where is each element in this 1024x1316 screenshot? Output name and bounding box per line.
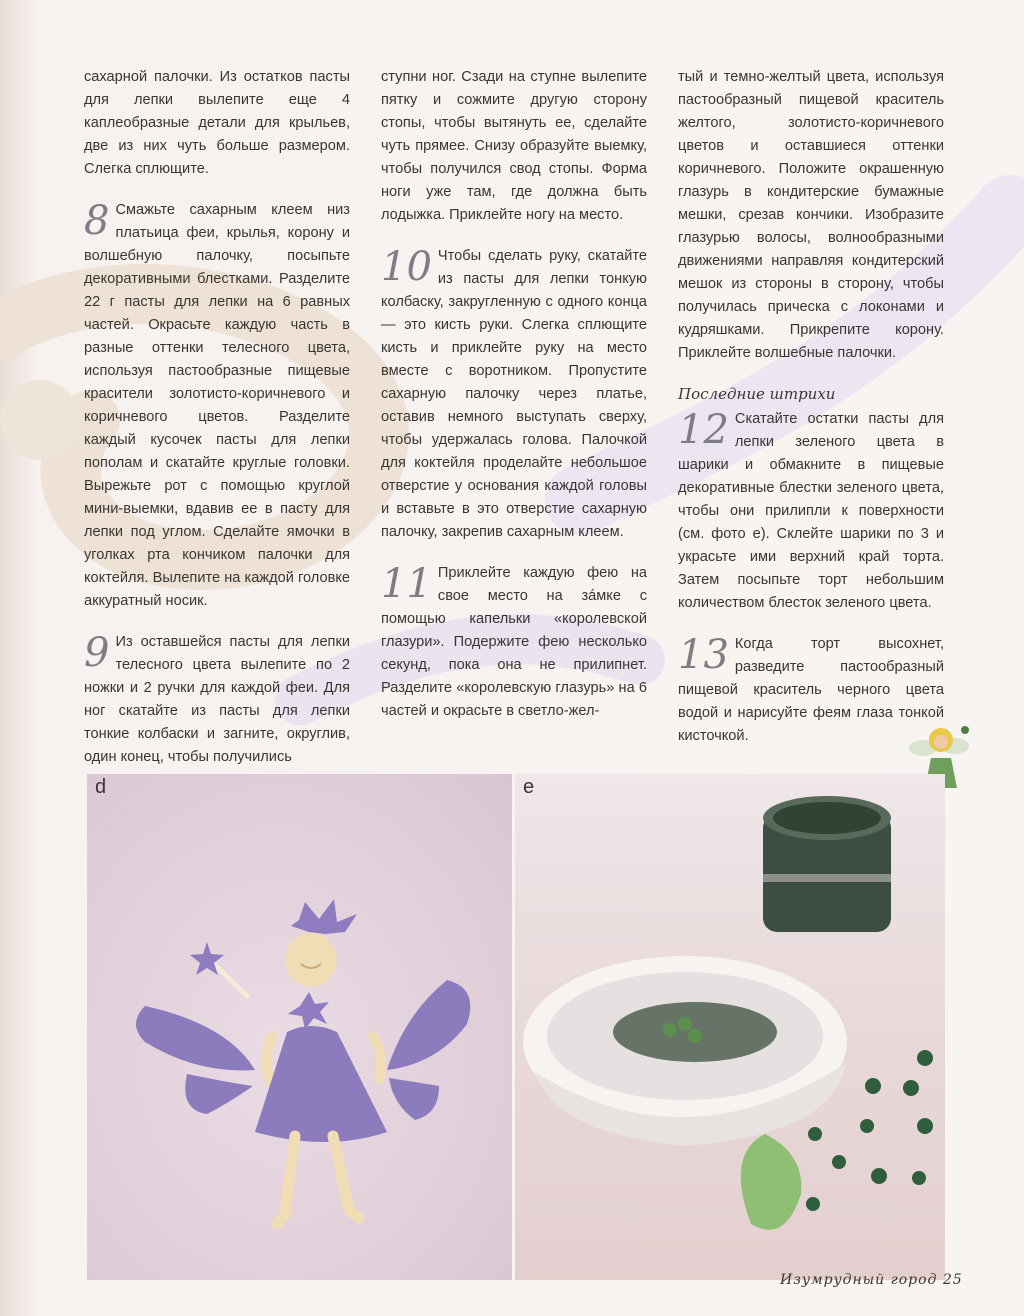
wing-right-top bbox=[387, 980, 470, 1070]
text-column-3 bbox=[678, 66, 944, 766]
step-number-12: 12 bbox=[678, 407, 729, 453]
fairy-head bbox=[285, 933, 337, 987]
text-column-1 bbox=[84, 66, 350, 787]
fairy-collar bbox=[288, 992, 329, 1029]
page-footer: Изумрудный город 25 bbox=[780, 1272, 963, 1288]
glitter-dish-illustration bbox=[515, 774, 945, 1280]
step-9 bbox=[84, 631, 350, 769]
step-number-10: 10 bbox=[381, 244, 432, 290]
glitter-jar bbox=[763, 796, 891, 932]
fairy-arm-right bbox=[373, 1036, 381, 1079]
step-number-8: 8 bbox=[84, 198, 110, 244]
fairy-leg-right bbox=[333, 1136, 359, 1218]
photo-d-label: d bbox=[95, 776, 107, 798]
text-column-2 bbox=[381, 66, 647, 741]
paragraph-intro-3: тый и темно-желтый цвета, используя пастообразный пищевой краситель желтого, золотисто-коричневого цветов и оставшиеся оттенки коричневого. Положите окрашенную глазурь в кондитерские бумажные мешки, срезав кончики. Изобразите глазурью волосы, волнообразными движениями направляя кондитерский мешок из стороны в сторону, чтобы получилась прическа с локонами и кудряшками. Прикрепите корону. Приклейте волшебные палочки. bbox=[678, 69, 944, 361]
photo-e-label: e bbox=[523, 776, 535, 798]
wing-left-bottom bbox=[185, 1074, 253, 1114]
green-paste-leaf bbox=[741, 1134, 802, 1230]
paragraph-intro-2: ступни ног. Сзади на ступне вылепите пятку и сожмите другую сторону стопы, чтобы вытянуть ее, сделайте чуть прямее. Снизу образуйте выемку, чтобы получился свод стопы. Форма ноги уже там, где должна быть лодыжка. Приклейте ногу на место. bbox=[381, 69, 647, 223]
fairy-parts-illustration bbox=[87, 774, 512, 1280]
fairy-arm-left bbox=[267, 1036, 272, 1084]
crown bbox=[291, 899, 357, 934]
section-heading: Последние штрихи bbox=[678, 385, 836, 403]
step-8-text: Смажьте сахарным клеем низ платьица феи, крылья, корону и волшебную палочку, посыпьте декоративными блестками. Разделите 22 г пасты для лепки на 6 равных частей. Окрасьте каждую часть в разные оттенки телесного цвета, используя пастообразные пищевые красители золотисто-коричневого и коричневого цветов. Разделите каждый кусочек пасты для лепки пополам и скатайте круглые головки. Вырежьте рот с помощью круглой мини-выемки, вдавив ее в пасту для лепки под углом. Сделайте ямочки в уголках рта кончиком палочки для коктейля. Вылепите на каждой головке аккуратный носик. bbox=[84, 202, 350, 609]
wing-right-bottom bbox=[389, 1078, 439, 1120]
wing-left-top bbox=[136, 1006, 255, 1070]
photo-d-fairy-parts bbox=[87, 774, 512, 1280]
paragraph-intro-1: сахарной палочки. Из остатков пасты для лепки вылепите еще 4 каплеобразные детали для крыльев, две из них чуть больше размером. Слегка сплющите. bbox=[84, 69, 350, 177]
step-10 bbox=[381, 245, 647, 544]
photo-e-green-glitter bbox=[515, 774, 945, 1280]
step-number-13: 13 bbox=[678, 632, 729, 678]
step-11-text: Приклейте каждую фею на свое место на зáмке с помощью капельки «королевской глазури». Подержите фею несколько секунд, пока она не прилипнет. Разделите «королевскую глазурь» на 6 частей и окрасьте в светло-жел- bbox=[381, 565, 647, 719]
white-dish bbox=[523, 956, 847, 1146]
step-12 bbox=[678, 408, 944, 615]
step-number-11: 11 bbox=[381, 561, 432, 607]
magic-wand bbox=[190, 942, 247, 996]
fairy-dress bbox=[255, 1026, 387, 1142]
step-number-9: 9 bbox=[84, 630, 110, 676]
step-8 bbox=[84, 199, 350, 613]
step-9-text: Из оставшейся пасты для лепки телесного цвета вылепите по 2 ножки и 2 ручки для каждой феи. Для ног скатайте из пасты для лепки тонкие колбаски и загните, округлив, один конец, чтобы получились bbox=[84, 634, 350, 765]
step-13-text: Когда торт высохнет, разведите пастообразный пищевой краситель черного цвета водой и нарисуйте феям глаза тонкой кисточкой. bbox=[678, 636, 944, 744]
fairy-leg-left bbox=[277, 1136, 295, 1224]
step-10-text: Чтобы сделать руку, скатайте из пасты для лепки тонкую колбаску, закругленную с одного конца — это кисть руки. Слегка сплющите кисть и приклейте руку на место вместе с воротником. Пропустите сахарную палочку через платье, оставив немного выступать сверху, чтобы удержалась голова. Палочкой для коктейля проделайте небольшое отверстие у основания каждой головы и вставьте в это отверстие сахарную палочку, закрепив сахарным клеем. bbox=[381, 248, 647, 540]
step-11 bbox=[381, 562, 647, 723]
step-12-text: Скатайте остатки пасты для лепки зеленого цвета в шарики и обмакните в пищевые декоративные блестки зеленого цвета, чтобы они прилипли к поверхности (см. фото е). Склейте шарики по 3 и украсьте ими верхний край торта. Затем посыпьте торт небольшим количеством блесток зеленого цвета. bbox=[678, 411, 944, 611]
